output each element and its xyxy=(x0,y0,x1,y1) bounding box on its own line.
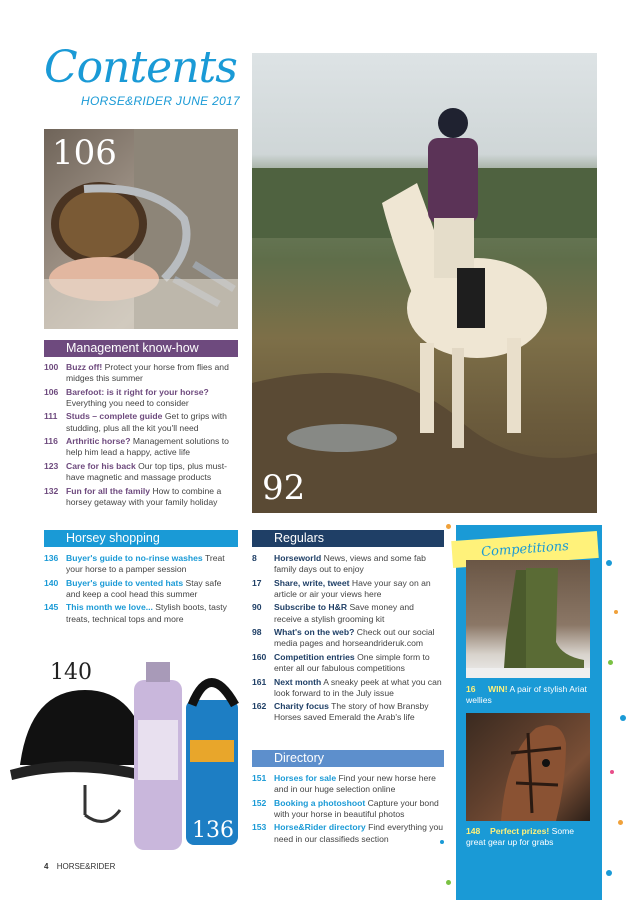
page-title: Contents xyxy=(44,42,237,93)
footer-brand: HORSE&RIDER xyxy=(56,862,116,871)
competitions-heading: Competitions xyxy=(451,531,599,568)
confetti-dot xyxy=(620,715,626,721)
management-heading: Management know-how xyxy=(44,340,238,357)
shopping-list xyxy=(44,553,238,627)
list-item: 100 Buzz off! Protect your horse from flies and midges this summer xyxy=(44,362,229,384)
wellies-illustration xyxy=(466,560,590,678)
list-item: 111 Studs – complete guide Get to grips with studding, plus all the kit you'll need xyxy=(44,411,227,433)
list-item: 132 Fun for all the family How to combine a horsey getaway with your family holiday xyxy=(44,485,222,507)
list-item: 145 This month we love... Stylish boots, tasty treats, technical tops and more xyxy=(44,602,227,624)
list-item: 162 Charity focus The story of how Bransby Horses saved Emerald the Arab's life xyxy=(252,701,429,723)
regulars-list xyxy=(252,553,444,726)
list-item: 116 Arthritic horse? Management solutions to help him lead a happy, active life xyxy=(44,436,229,458)
wellies-photo xyxy=(466,560,590,678)
list-item: 90 Subscribe to H&R Save money and receive a stylish grooming kit xyxy=(252,602,414,624)
list-item: 8 Horseworld News, views and some fab family days out to enjoy xyxy=(252,553,426,575)
confetti-dot xyxy=(618,820,623,825)
regulars-heading: Regulars xyxy=(252,530,444,547)
confetti-dot xyxy=(610,770,614,774)
horse-page-number: 92 xyxy=(262,468,306,508)
products-photo xyxy=(10,650,240,850)
hoof-photo xyxy=(44,129,238,329)
list-item: 98 What's on the web? Check out our social media pages and horseandrideruk.com xyxy=(252,627,435,649)
directory-heading: Directory xyxy=(252,750,444,767)
list-item: 151 Horses for sale Find your new horse here and in our huge selection online xyxy=(252,773,436,795)
management-list xyxy=(44,362,238,510)
list-item: 106 Barefoot: is it right for your horse? Everything you need to consider xyxy=(44,386,209,408)
competition-item-wellies: 16 WIN! A pair of stylish Ariat wellies xyxy=(466,684,587,705)
hoof-page-number: 106 xyxy=(52,133,117,173)
list-item: 136 Buyer's guide to no-rinse washes Treat your horse to a pamper session xyxy=(44,553,225,575)
list-item: 123 Care for his back Our top tips, plus must-have magnetic and massage products xyxy=(44,460,227,483)
shopping-heading: Horsey shopping xyxy=(44,530,238,547)
footer-page-number: 4 xyxy=(44,862,49,871)
confetti-dot xyxy=(446,524,451,529)
list-item: 153 Horse&Rider directory Find everything you need in our classifieds section xyxy=(252,822,444,844)
confetti-dot xyxy=(606,560,612,566)
page-footer xyxy=(44,862,115,871)
confetti-dot xyxy=(440,840,444,844)
confetti-dot xyxy=(446,880,451,885)
bridle-photo xyxy=(466,713,590,821)
horse-illustration xyxy=(252,53,597,513)
list-item: 160 Competition entries One simple form to enter all our fabulous competitions xyxy=(252,651,430,674)
horse-rider-photo xyxy=(252,53,597,513)
directory-list xyxy=(252,773,444,847)
list-item: 140 Buyer's guide to vented hats Stay safe and keep a cool head this summer xyxy=(44,577,222,599)
list-item: 161 Next month A sneaky peek at what you can look forward to in the July issue xyxy=(252,676,442,698)
product-label-page-number: 136 xyxy=(192,818,234,843)
competition-item-prizes: 148 Perfect prizes! Some great gear up for grabs xyxy=(466,826,575,847)
bridle-illustration xyxy=(466,713,590,821)
products-page-number: 140 xyxy=(50,660,92,685)
confetti-dot xyxy=(608,660,613,665)
confetti-dot xyxy=(614,610,618,614)
list-item: 17 Share, write, tweet Have your say on an article or air your views here xyxy=(252,577,431,599)
confetti-dot xyxy=(606,870,612,876)
issue-subtitle: HORSE&RIDER JUNE 2017 xyxy=(80,94,240,108)
list-item: 152 Booking a photoshoot Capture your bond with your horse in beautiful photos xyxy=(252,797,439,819)
